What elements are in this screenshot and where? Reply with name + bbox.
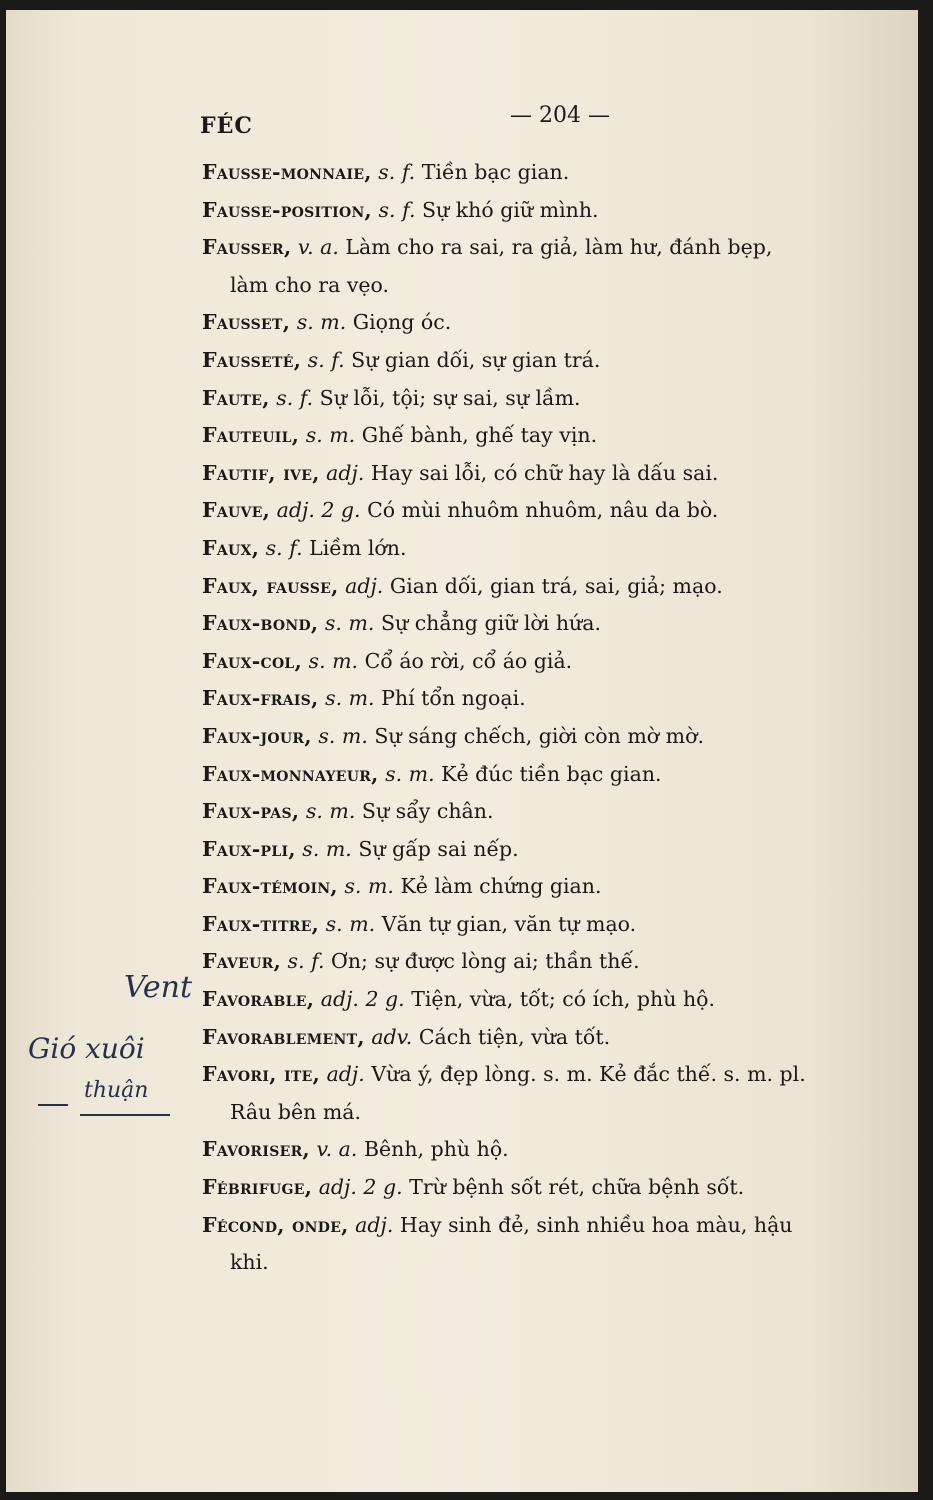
entry-grammar: adj. <box>326 460 365 485</box>
entry-definition: Tiện, vừa, tốt; có ích, phù hộ. <box>411 987 715 1012</box>
entry-definition: Vừa ý, đẹp lòng. s. m. Kẻ đắc thế. s. m. pl. <box>371 1062 806 1087</box>
entry-grammar: s. f. <box>307 347 345 372</box>
entry-headword: Faux, fausse, <box>202 573 339 598</box>
entry-grammar: s. m. <box>308 648 359 673</box>
entry-grammar: s. m. <box>324 611 375 636</box>
entry-grammar: s. f. <box>378 160 416 184</box>
entry-definition: Hay sinh đẻ, sinh nhiều hoa màu, hậu <box>399 1212 793 1237</box>
dictionary-entry <box>202 605 902 643</box>
entry-definition: Sự gian dối, sự gian trá. <box>351 347 601 372</box>
dictionary-entry <box>202 1169 902 1207</box>
entry-definition: Giọng óc. <box>352 310 452 335</box>
entry-headword: Faux-titre, <box>202 911 320 936</box>
dictionary-entry <box>202 304 902 342</box>
entry-grammar: s. m. <box>325 686 375 711</box>
dictionary-entry <box>202 417 902 455</box>
dictionary-entry <box>202 568 902 606</box>
dictionary-entry <box>202 756 902 794</box>
dictionary-entry <box>202 342 902 380</box>
entry-headword: Favoriser, <box>202 1137 310 1162</box>
entry-definition: Làm cho ra sai, ra giả, làm hư, đánh bẹp, <box>345 235 773 260</box>
dictionary-entry <box>202 643 902 681</box>
entry-grammar: s. f. <box>287 949 325 974</box>
entry-definition: Văn tự gian, văn tự mạo. <box>381 911 637 936</box>
entry-definition: Sự lỗi, tội; sự sai, sự lầm. <box>319 385 581 410</box>
entry-headword: Favori, ite, <box>202 1062 321 1087</box>
dictionary-entry <box>202 192 902 230</box>
entry-definition: Cách tiện, vừa tốt. <box>418 1024 611 1049</box>
entry-definition: Trừ bệnh sốt rét, chữa bệnh sốt. <box>409 1175 745 1200</box>
entry-definition: Ơn; sự được lòng ai; thần thế. <box>331 949 640 974</box>
entry-headword: Fausse-monnaie, <box>202 160 372 184</box>
entry-headword: Favorable, <box>202 987 315 1012</box>
entry-headword: Faux-col, <box>202 648 303 673</box>
dictionary-entry <box>202 718 902 756</box>
dictionary-page <box>6 10 918 1492</box>
entry-continuation: làm cho ra vẹo. <box>230 272 390 297</box>
entry-grammar: s. f. <box>378 197 416 222</box>
entry-continuation: Râu bên má. <box>230 1099 361 1124</box>
page-header <box>200 103 620 143</box>
entry-grammar: s. m. <box>344 874 394 899</box>
entry-headword: Faux-jour, <box>202 723 312 748</box>
entry-grammar: s. m. <box>318 723 368 748</box>
entry-headword: Fébrifuge, <box>202 1175 313 1200</box>
entry-grammar: adj. <box>345 573 384 598</box>
handwritten-note-gio-xuoi: Gió xuôi <box>28 1032 145 1065</box>
dictionary-entry <box>202 680 902 718</box>
entry-headword: Faux-pli, <box>202 836 296 861</box>
entry-definition: Phí tổn ngoại. <box>381 686 526 711</box>
entry-headword: Faux-témoin, <box>202 874 338 899</box>
entry-headword: Fécond, onde, <box>202 1212 349 1237</box>
entry-grammar: adj. <box>326 1062 365 1087</box>
dictionary-entry <box>202 1056 902 1094</box>
dictionary-entry <box>202 530 902 568</box>
entry-headword: Fausse-position, <box>202 197 372 222</box>
running-head: FÉC <box>200 113 253 139</box>
entry-grammar: s. m. <box>385 761 435 786</box>
entry-definition: Sự chẳng giữ lời hứa. <box>380 611 601 636</box>
entry-headword: Faux-monnayeur, <box>202 761 379 786</box>
entry-definition: Tiền bạc gian. <box>421 160 570 184</box>
entry-definition: Sự sáng chếch, giời còn mờ mờ. <box>374 723 704 748</box>
entry-headword: Faute, <box>202 385 270 410</box>
entry-grammar: s. m. <box>296 310 347 335</box>
entry-definition: Cổ áo rời, cổ áo giả. <box>364 648 573 673</box>
dictionary-entry <box>202 380 902 418</box>
entry-definition: Hay sai lỗi, có chữ hay là dấu sai. <box>370 460 719 485</box>
entry-headword: Fausseté, <box>202 347 302 372</box>
entry-definition: Gian dối, gian trá, sai, giả; mạo. <box>389 573 723 598</box>
entry-grammar: adj. 2 g. <box>320 987 405 1012</box>
page-number: — 204 — <box>510 103 610 128</box>
dictionary-entry <box>202 943 902 981</box>
entry-list <box>202 154 902 1282</box>
dictionary-entry <box>202 1207 902 1245</box>
entry-headword: Fauteuil, <box>202 423 300 448</box>
entry-definition: Sự gấp sai nếp. <box>358 836 519 861</box>
handwritten-dash <box>38 1104 68 1106</box>
dictionary-entry <box>202 154 902 192</box>
entry-headword: Fautif, ive, <box>202 460 320 485</box>
dictionary-entry <box>202 229 902 267</box>
entry-grammar: s. m. <box>305 799 356 824</box>
entry-headword: Faveur, <box>202 949 282 974</box>
entry-headword: Fauve, <box>202 498 271 523</box>
entry-grammar: s. m. <box>305 423 356 448</box>
entry-headword: Faux, <box>202 535 260 560</box>
dictionary-entry <box>202 1131 902 1169</box>
entry-grammar: adv. <box>371 1024 413 1049</box>
entry-grammar: v. a. <box>316 1137 358 1162</box>
dictionary-entry <box>202 1019 902 1057</box>
dictionary-entry <box>202 868 902 906</box>
entry-definition: Ghế bành, ghế tay vịn. <box>361 423 598 448</box>
entry-headword: Fausset, <box>202 310 291 335</box>
handwritten-note-thuan: thuận <box>84 1078 149 1103</box>
handwritten-underline <box>80 1114 170 1116</box>
entry-headword: Fausser, <box>202 235 292 260</box>
entry-grammar: adj. <box>355 1212 394 1237</box>
entry-grammar: adj. 2 g. <box>276 498 361 523</box>
entry-definition: Bênh, phù hộ. <box>363 1137 509 1162</box>
entry-headword: Faux-frais, <box>202 686 319 711</box>
entry-grammar: s. m. <box>302 836 352 861</box>
dictionary-entry <box>202 492 902 530</box>
entry-headword: Favorablement, <box>202 1024 365 1049</box>
entry-grammar: adj. 2 g. <box>318 1175 403 1200</box>
entry-grammar: s. m. <box>325 911 376 936</box>
dictionary-entry <box>202 793 902 831</box>
dictionary-entry <box>202 981 902 1019</box>
entry-definition: Kẻ đúc tiền bạc gian. <box>441 761 662 786</box>
entry-grammar: s. f. <box>276 385 314 410</box>
entry-definition: Có mùi nhuôm nhuôm, nâu da bò. <box>367 498 719 523</box>
dictionary-entry <box>202 906 902 944</box>
entry-definition: Sự sẩy chân. <box>361 799 494 824</box>
entry-definition: Kẻ làm chứng gian. <box>400 874 602 899</box>
entry-definition: Sự khó giữ mình. <box>422 197 599 222</box>
entry-headword: Faux-pas, <box>202 799 300 824</box>
dictionary-entry <box>202 831 902 869</box>
entry-grammar: v. a. <box>297 235 339 260</box>
entry-grammar: s. f. <box>265 535 303 560</box>
dictionary-entry <box>202 455 902 493</box>
entry-continuation: khi. <box>230 1250 269 1275</box>
entry-headword: Faux-bond, <box>202 611 319 636</box>
handwritten-note-vent: Vent <box>124 970 193 1005</box>
entry-definition: Liềm lớn. <box>309 535 407 560</box>
